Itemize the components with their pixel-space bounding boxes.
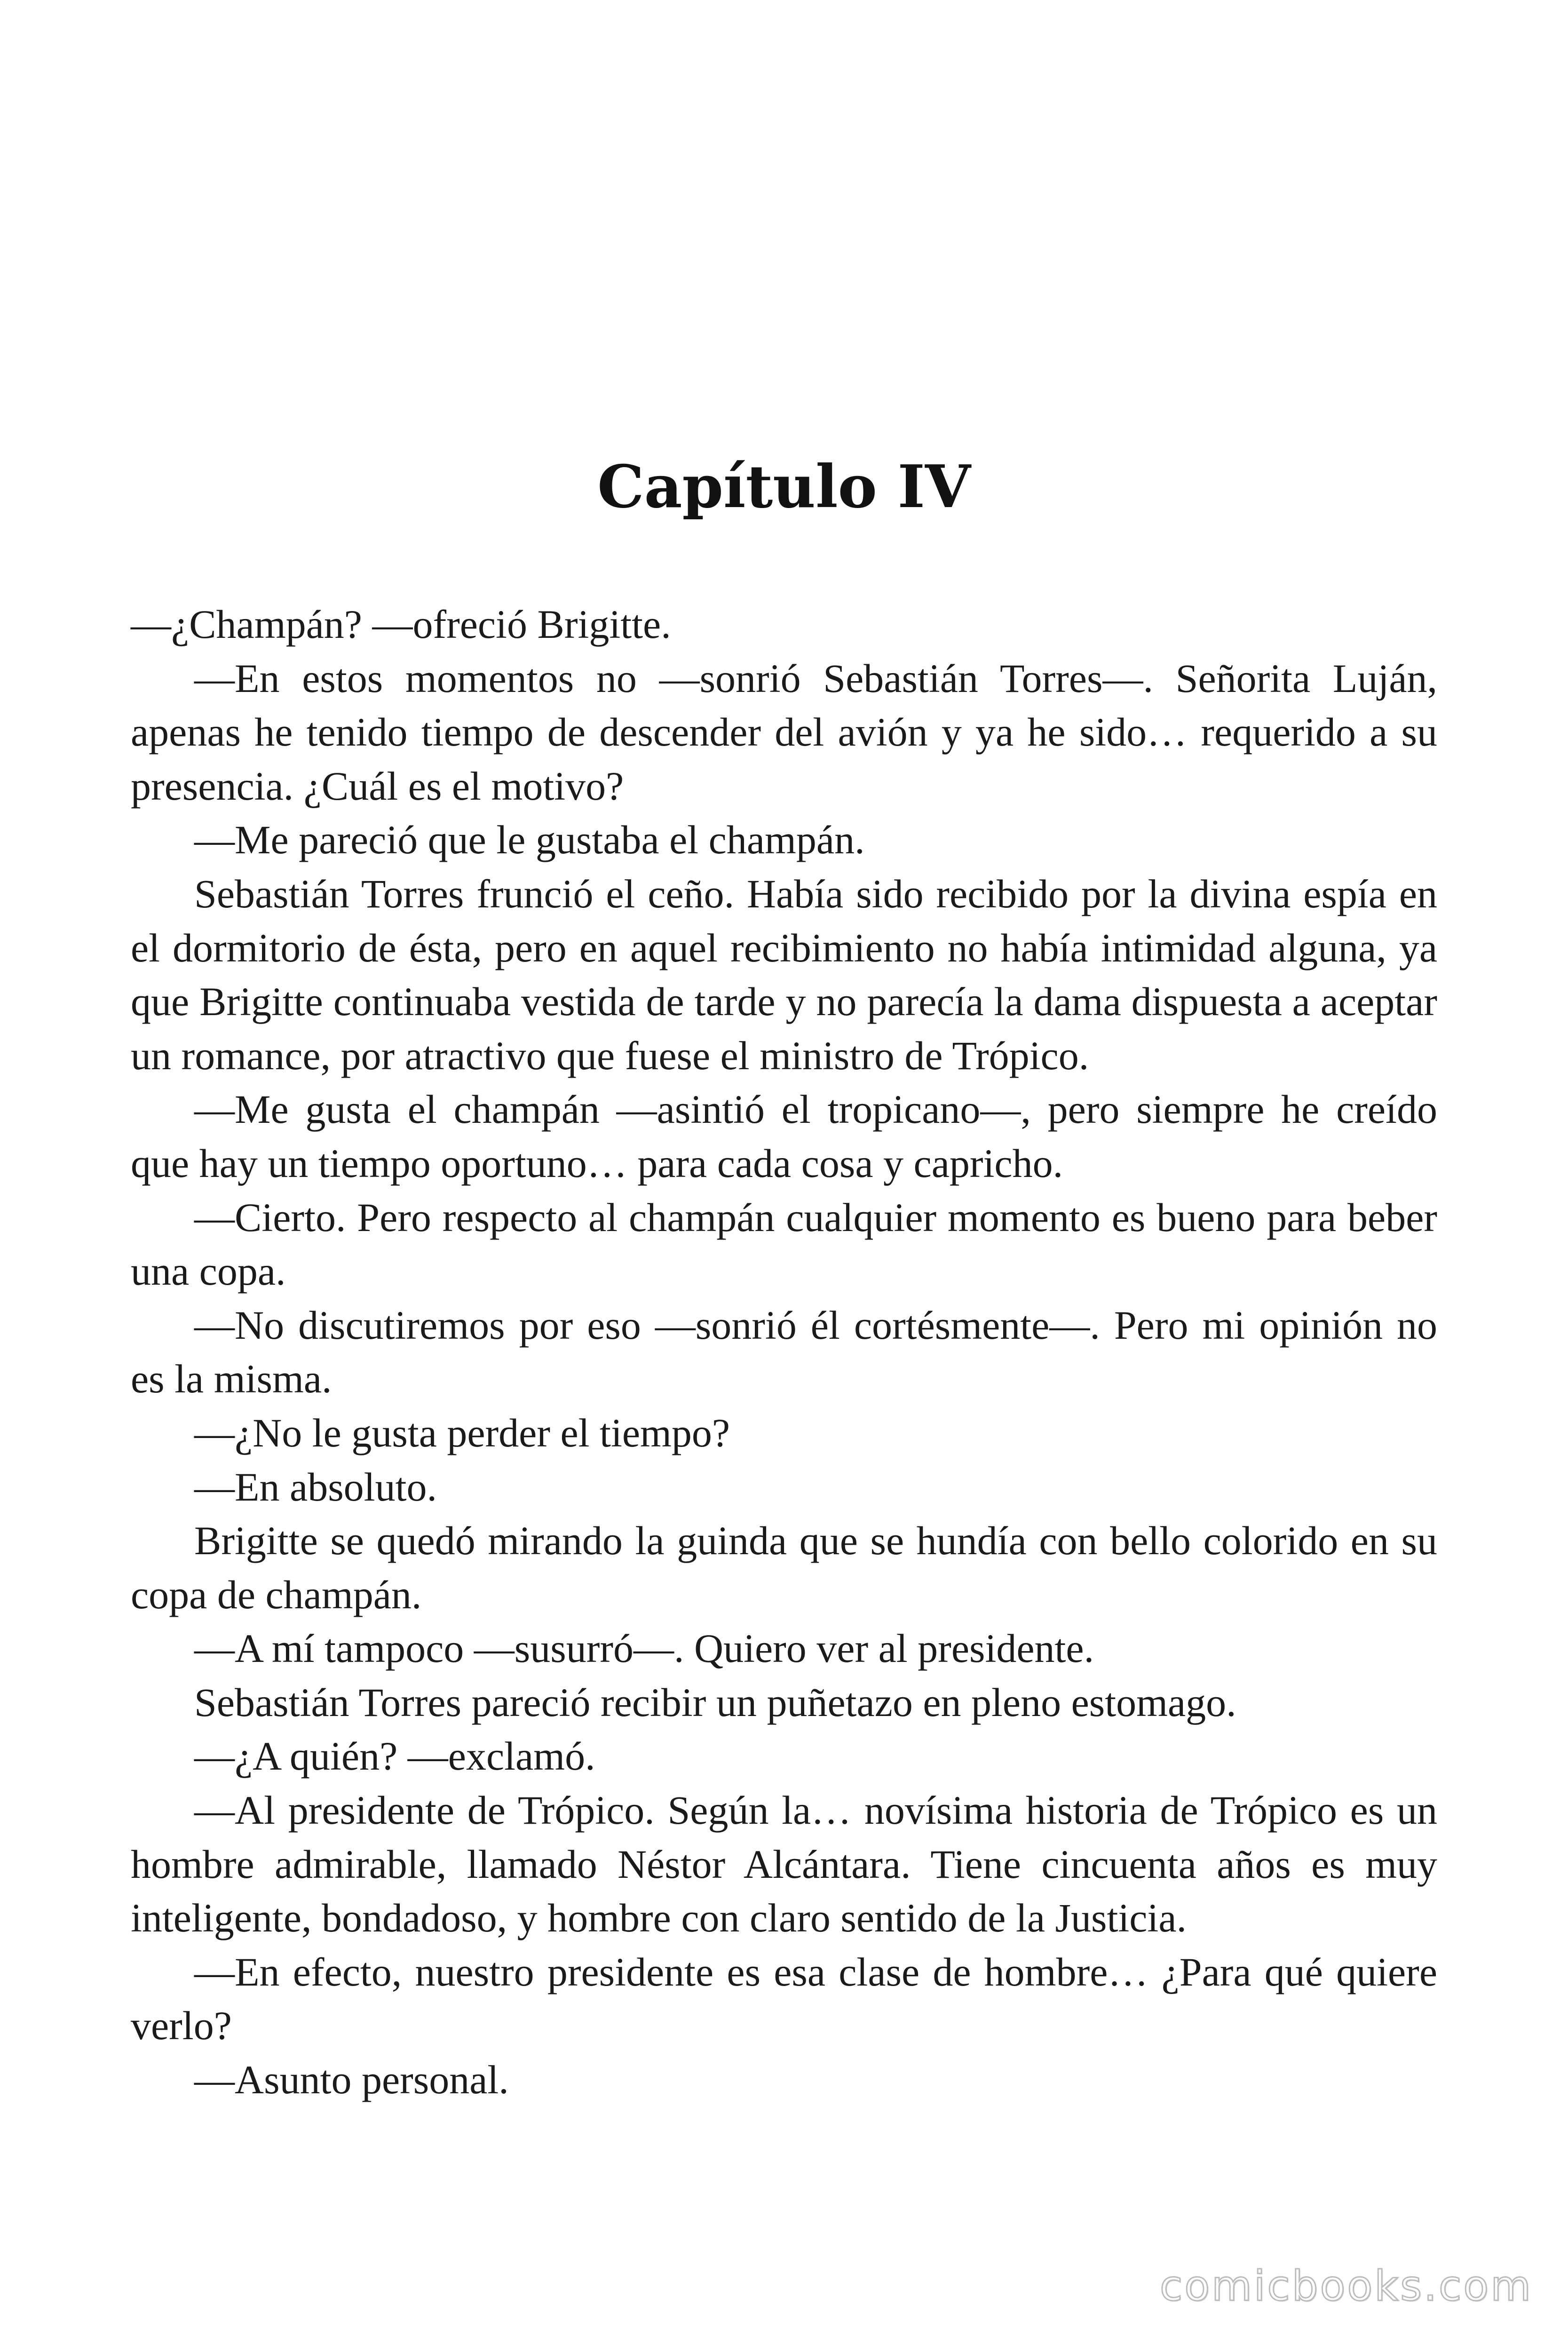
paragraph: —¿Champán? —ofreció Brigitte. <box>131 602 671 647</box>
paragraph: —Al presidente de Trópico. Según la… novísima historia de Trópico es un hombre admirable, llamado Néstor Alcántara. Tiene cincuenta años es muy inteligente, bondadoso, y hombre con claro sentido de la Justicia. <box>131 1788 1437 1941</box>
paragraph: Sebastián Torres frunció el ceño. Había sido recibido por la divina espía en el dormitorio de ésta, pero en aquel recibimiento no había intimidad alguna, ya que Brigitte continuaba vestida de tarde y no parecía la dama dispuesta a aceptar un romance, por atractivo que fuese el ministro de Trópico. <box>131 871 1437 1078</box>
paragraph: —En efecto, nuestro presidente es esa clase de hombre… ¿Para qué quiere verlo? <box>131 1949 1437 2049</box>
paragraph: —¿No le gusta perder el tiempo? <box>194 1410 730 1455</box>
chapter-title: Capítulo IV <box>597 453 971 521</box>
paragraph: —Me pareció que le gustaba el champán. <box>194 817 865 863</box>
paragraph: Sebastián Torres pareció recibir un puñetazo en pleno estomago. <box>194 1679 1236 1725</box>
paragraph: —No discutiremos por eso —sonrió él cortésmente—. Pero mi opinión no es la misma. <box>131 1302 1437 1402</box>
chapter-body <box>131 597 1437 2107</box>
paragraph: —Asunto personal. <box>194 2057 509 2103</box>
paragraph: —¿A quién? —exclamó. <box>194 1733 595 1779</box>
paragraph: —En absoluto. <box>194 1464 437 1510</box>
paragraph: —En estos momentos no —sonrió Sebastián Torres—. Señorita Luján, apenas he tenido tiempo de descender del avión y ya he sido… requerido a su presencia. ¿Cuál es el motivo? <box>131 655 1437 809</box>
paragraph: Brigitte se quedó mirando la guinda que se hundía con bello colorido en su copa de champán. <box>131 1518 1437 1617</box>
paragraph: —Me gusta el champán —asintió el tropicano—, pero siempre he creído que hay un tiempo oportuno… para cada cosa y capricho. <box>131 1087 1437 1186</box>
paragraph: —A mí tampoco —susurró—. Quiero ver al presidente. <box>194 1626 1094 1671</box>
paragraph: —Cierto. Pero respecto al champán cualquier momento es bueno para beber una copa. <box>131 1194 1437 1294</box>
watermark: comicbooks.com <box>1159 2262 1533 2310</box>
